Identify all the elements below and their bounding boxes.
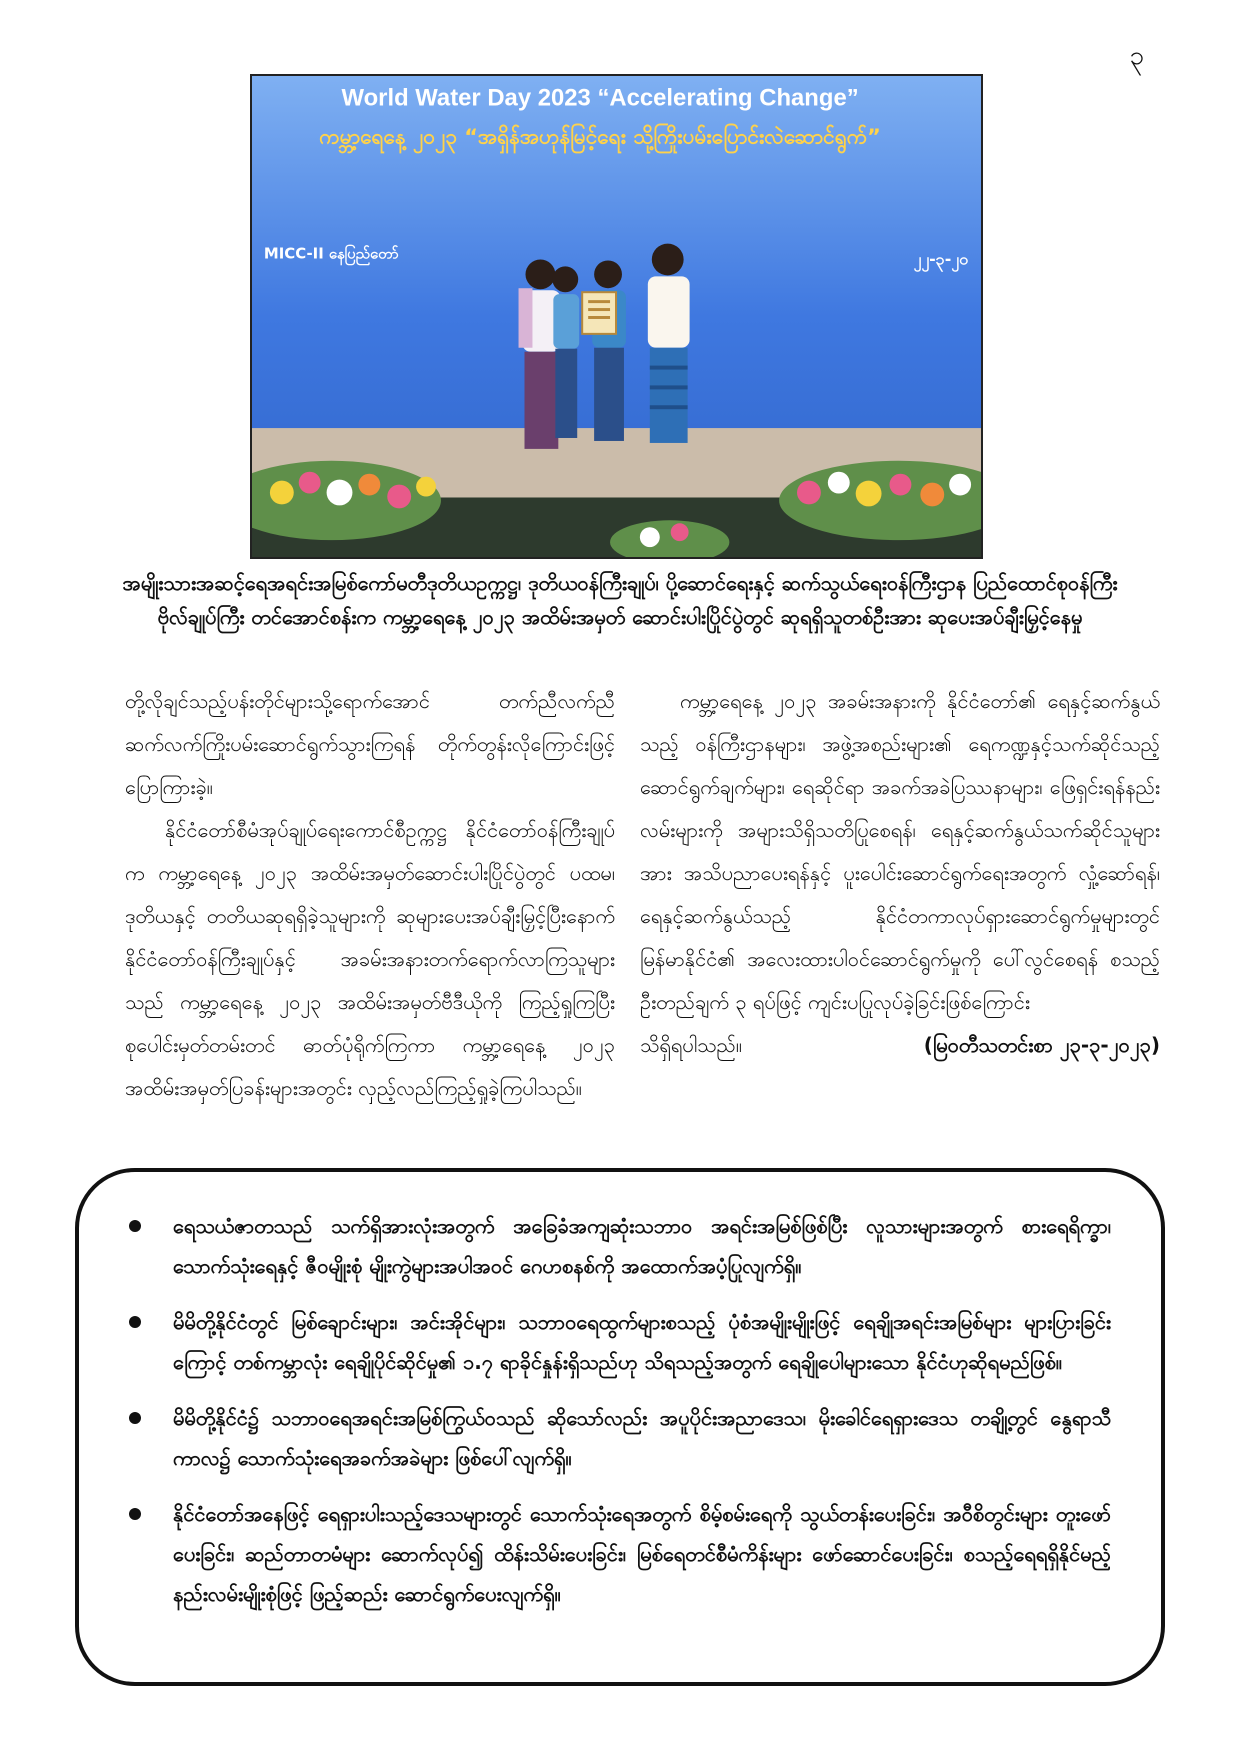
left-paragraph-2: နိုင်ငံတော်စီမံအုပ်ချုပ်ရေးကောင်စီဥက္ကဋ္ဌ နိုင်ငံတော်ဝန်ကြီးချုပ်က ကမ္ဘာ့ရေနေ့ ၂၀၂၃ အထိမ်းအမှတ်ဆောင်းပါးပြိုင်ပွဲတွင် ပထမ၊ ဒုတိယနှင့် တတိယဆုရရှိခဲ့သူများကို ဆုများပေးအပ်ချီးမြှင့်ပြီးနောက် နိုင်ငံတော်ဝန်ကြီးချုပ်နှင့် အခမ်းအနားတက်ရောက်လာကြသူများသည် ကမ္ဘာ့ရေနေ့ ၂၀၂၃ အထိမ်းအမှတ်ဗီဒီယိုကို ကြည့်ရှုကြပြီး စုပေါင်းမှတ်တမ်းတင် ဓာတ်ပုံရိုက်ကြကာ ကမ္ဘာ့ရေနေ့ ၂၀၂၃ အထိမ်းအမှတ်ပြခန်းများအတွင်း လှည့်လည်ကြည့်ရှုခဲ့ကြပါသည်။ (125, 818, 615, 1100)
bullet-icon (129, 1316, 141, 1328)
banner-line2: ကမ္ဘာ့ရေနေ့ ၂၀၂၃ “အရှိန်အဟုန်မြင့်ရေး သို့ကြိုးပမ်းပြောင်းလဲဆောင်ရွက်” (319, 124, 881, 149)
key-fact-text: ရေသယံဇာတသည် သက်ရှိအားလုံးအတွက် အခြေခံအကျဆုံးသဘာဝ အရင်းအမြစ်ဖြစ်ပြီး လူသားများအတွက် စားရေရိက္ခာ၊ သောက်သုံးရေနှင့် ဇီဝမျိုးစုံ မျိုးကွဲများအပါအဝင် ဂေဟစနစ်ကို အထောက်အပံ့ပြုလျက်ရှိ။ (173, 1214, 1111, 1278)
source-line (640, 1024, 1160, 1067)
key-fact-text: မိမိတို့နိုင်ငံ၌ သဘာဝရေအရင်းအမြစ်ကြွယ်ဝသည် ဆိုသော်လည်း အပူပိုင်းအညာဒေသ၊ မိုးခေါင်ရေရှားဒေသ တချို့တွင် နွေရာသီကာလ၌ သောက်သုံးရေအခက်အခဲများ ဖြစ်ပေါ်လျက်ရှိ။ (173, 1406, 1111, 1470)
bullet-icon (129, 1220, 141, 1232)
bullet-icon (129, 1508, 141, 1520)
photo-illustration (252, 76, 981, 557)
date-label: ၂၂-၃-၂၀ (913, 249, 969, 269)
bullet-icon (129, 1412, 141, 1424)
left-column (125, 680, 615, 1110)
key-fact-item (129, 1494, 1111, 1614)
key-facts-list (129, 1206, 1111, 1614)
award-certificate (582, 292, 616, 334)
key-fact-text: မိမိတို့နိုင်ငံတွင် မြစ်ချောင်းများ၊ အင်းအိုင်များ၊ သဘာဝရေထွက်များစသည့် ပုံစံအမျိုးမျိုးဖြင့် ရေချိုအရင်းအမြစ်များ များပြားခြင်းကြောင့် တစ်ကမ္ဘာလုံး ရေချိုပိုင်ဆိုင်မှု၏ ၁.၇ ရာခိုင်နှုန်းရှိသည်ဟု သိရသည့်အတွက် ရေချိုပေါများသော နိုင်ငံဟုဆိုရမည်ဖြစ်။ (173, 1310, 1111, 1374)
key-fact-item (129, 1302, 1111, 1382)
page-number: ၃ (1129, 41, 1144, 71)
event-photo (250, 74, 983, 559)
right-paragraph-1: ကမ္ဘာ့ရေနေ့ ၂၀၂၃ အခမ်းအနားကို နိုင်ငံတော်၏ ရေနှင့်ဆက်နွယ်သည့် ဝန်ကြီးဌာနများ၊ အဖွဲ့အစည်းများ၏ ရေကဏ္ဍနှင့်သက်ဆိုင်သည့် ဆောင်ရွက်ချက်များ၊ ရေဆိုင်ရာ အခက်အခဲပြဿနာများ၊ ဖြေရှင်းရန်နည်းလမ်းများကို အများသိရှိသတိပြုစေရန်၊ ရေနှင့်ဆက်နွယ်သက်ဆိုင်သူများအား အသိပညာပေးရန်နှင့် ပူးပေါင်းဆောင်ရွက်ရေးအတွက် လှုံ့ဆော်ရန်၊ ရေနှင့်ဆက်နွယ်သည့် နိုင်ငံတကာလုပ်ရှားဆောင်ရွက်မှုများတွင် မြန်မာနိုင်ငံ၏ အလေးထားပါဝင်ဆောင်ရွက်မှုကို ပေါ်လွင်စေရန် စသည့် ဦးတည်ချက် ၃ ရပ်ဖြင့် ကျင်းပပြုလုပ်ခဲ့ခြင်းဖြစ်ကြောင်း (640, 689, 1160, 1014)
photo-caption: အမျိုးသားအဆင့်ရေအရင်းအမြစ်ကော်မတီဒုတိယဥက္ကဋ္ဌ၊ ဒုတိယဝန်ကြီးချုပ်၊ ပို့ဆောင်ရေးနှင့် ဆက်သွယ်ရေးဝန်ကြီးဌာန ပြည်ထောင်စုဝန်ကြီး ဗိုလ်ချုပ်ကြီး တင်အောင်စန်းက ကမ္ဘာ့ရေနေ့ ၂၀၂၃ အထိမ်းအမှတ် ဆောင်းပါးပြိုင်ပွဲတွင် ဆုရရှိသူတစ်ဦးအား ဆုပေးအပ်ချီးမြှင့်နေမှု (122, 571, 1118, 629)
key-fact-item (129, 1206, 1111, 1286)
key-facts-box (75, 1168, 1165, 1686)
banner-line1: World Water Day 2023 “Accelerating Change” (341, 84, 859, 112)
news-source: (မြဝတီသတင်းစာ ၂၃-၃-၂၀၂၃) (923, 1033, 1160, 1057)
right-paragraph-2: သိရှိရပါသည်။ (640, 1033, 742, 1057)
left-paragraph-1: တို့လိုချင်သည့်ပန်းတိုင်များသို့ရောက်အောင် တက်ညီလက်ညီ ဆက်လက်ကြိုးပမ်းဆောင်ရွက်သွားကြရန် တိုက်တွန်းလိုကြောင်းဖြင့် ပြောကြားခဲ့။ (125, 689, 615, 799)
key-fact-text: နိုင်ငံတော်အနေဖြင့် ရေရှားပါးသည့်ဒေသများတွင် သောက်သုံးရေအတွက် စိမ့်စမ်းရေကို သွယ်တန်းပေးခြင်း၊ အဝီစိတွင်းများ တူးဖော်ပေးခြင်း၊ ဆည်တာတမံများ ဆောက်လုပ်၍ ထိန်းသိမ်းပေးခြင်း၊ မြစ်ရေတင်စီမံကိန်းများ ဖော်ဆောင်ပေးခြင်း၊ စသည့်ရေရရှိနိုင်မည့် နည်းလမ်းမျိုးစုံဖြင့် ဖြည့်ဆည်း ဆောင်ရွက်ပေးလျက်ရှိ။ (173, 1502, 1111, 1606)
key-fact-item (129, 1398, 1111, 1478)
right-column (640, 680, 1160, 1067)
venue-label: MICC-II နေပြည်တော် (263, 244, 399, 263)
